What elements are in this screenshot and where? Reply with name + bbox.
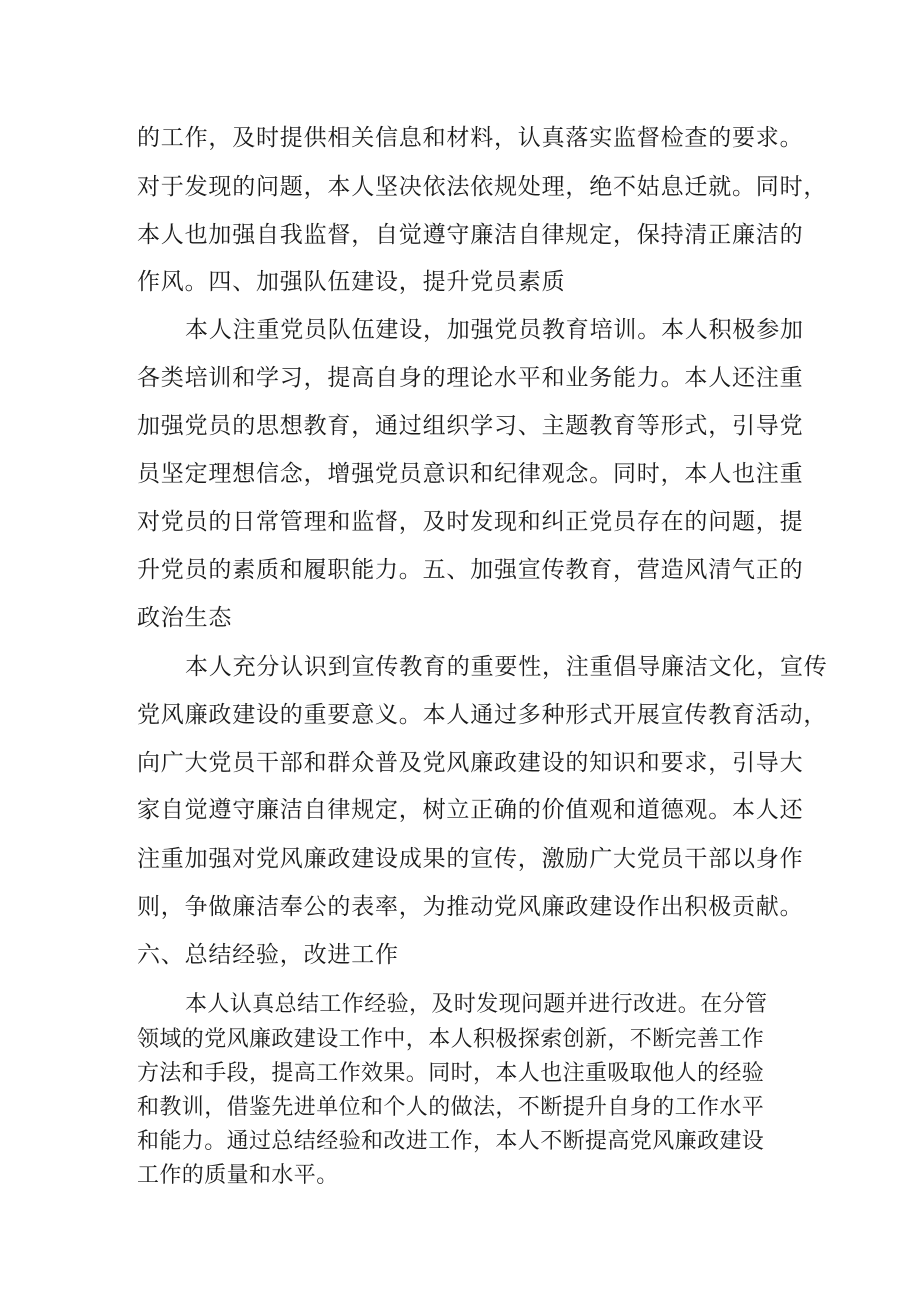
text-line: 对党员的日常管理和监督，及时发现和纠正党员存在的问题，提 [137, 509, 804, 535]
text-line: 员坚定理想信念，增强党员意识和纪律观念。同时，本人也注重 [137, 461, 804, 487]
text-line: 注重加强对党风廉政建设成果的宣传，激励广大党员干部以身作 [137, 846, 804, 872]
text-line: 本人也加强自我监督，自觉遵守廉洁自律规定，保持清正廉洁的 [137, 222, 804, 248]
paragraph-first-line: 本人注重党员队伍建设，加强党员教育培训。本人积极参加 [185, 317, 804, 343]
text-line: 和能力。通过总结经验和改进工作，本人不断提高党风廉政建设 [137, 1129, 765, 1154]
section-heading: 六、总结经验，改进工作 [137, 942, 399, 968]
paragraph-first-line: 本人认真总结工作经验，及时发现问题并进行改进。在分管 [185, 992, 768, 1017]
paragraph-first-line: 本人充分认识到宣传教育的重要性，注重倡导廉洁文化，宣传 [185, 654, 828, 680]
text-line: 对于发现的问题，本人坚决依法依规处理，绝不姑息迁就。同时， [137, 174, 828, 200]
text-line: 加强党员的思想教育，通过组织学习、主题教育等形式，引导党 [137, 413, 804, 439]
text-line: 工作的质量和水平。 [137, 1163, 339, 1188]
text-line: 各类培训和学习，提高自身的理论水平和业务能力。本人还注重 [137, 365, 804, 391]
text-line: 领域的党风廉政建设工作中，本人积极探索创新，不断完善工作 [137, 1027, 765, 1052]
text-line: 升党员的素质和履职能力。五、加强宣传教育，营造风清气正的 [137, 557, 804, 583]
text-line: 党风廉政建设的重要意义。本人通过多种形式开展宣传教育活动， [137, 702, 828, 728]
text-line: 家自觉遵守廉洁自律规定，树立正确的价值观和道德观。本人还 [137, 797, 804, 823]
text-line: 政治生态 [137, 605, 233, 631]
text-line: 则，争做廉洁奉公的表率，为推动党风廉政建设作出积极贡献。 [137, 894, 804, 920]
text-line: 和教训，借鉴先进单位和个人的做法，不断提升自身的工作水平 [137, 1095, 765, 1120]
text-line: 的工作，及时提供相关信息和材料，认真落实监督检查的要求。 [137, 125, 804, 151]
section-heading-line: 作风。四、加强队伍建设，提升党员素质 [137, 269, 566, 295]
text-line: 向广大党员干部和群众普及党风廉政建设的知识和要求，引导大 [137, 750, 804, 776]
text-line: 方法和手段，提高工作效果。同时，本人也注重吸取他人的经验 [137, 1061, 765, 1086]
